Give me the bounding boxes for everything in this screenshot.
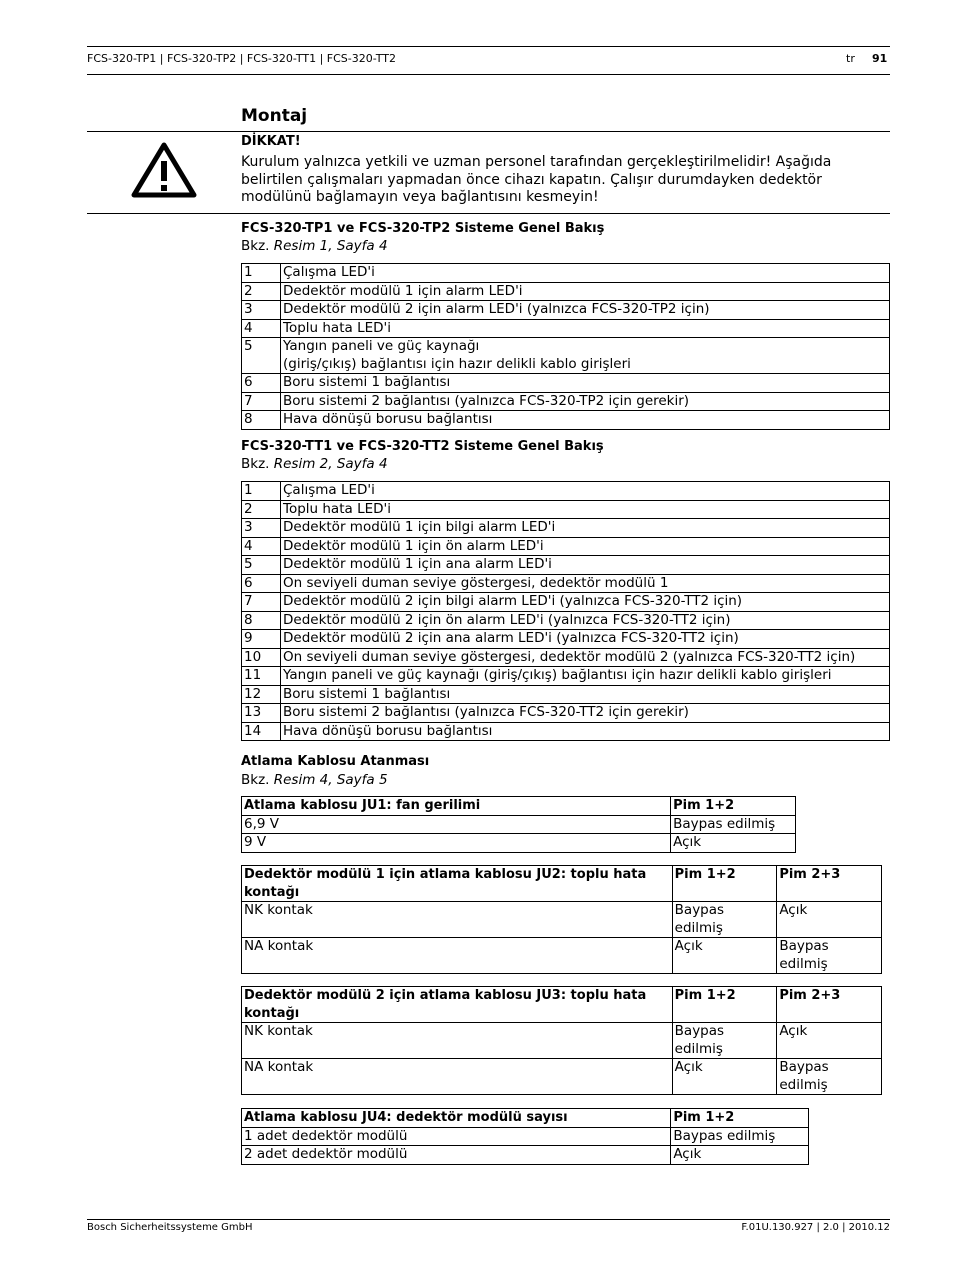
ju4-table <box>241 1108 809 1165</box>
table-row <box>242 611 890 630</box>
table-row <box>242 1059 882 1095</box>
warning-title: DİKKAT! <box>241 134 301 149</box>
table-row <box>242 411 890 430</box>
row-number: 1 <box>242 264 281 283</box>
table-cell: 1 adet dedektör modülü <box>242 1127 671 1146</box>
row-description: Dedektör modülü 2 için ön alarm LED'i (yalnızca FCS-320-TT2 için) <box>281 611 890 630</box>
row-description: Dedektör modülü 1 için ön alarm LED'i <box>281 537 890 556</box>
tt-overview-ref: Bkz. Resim 2, Sayfa 4 <box>241 456 388 472</box>
column-header: Dedektör modülü 1 için atlama kablosu JU2: toplu hata kontağı <box>242 866 673 902</box>
row-number: 10 <box>242 648 281 667</box>
row-description: Çalışma LED'i <box>281 264 890 283</box>
footer-rule <box>87 1219 890 1220</box>
warning-top-rule <box>87 131 890 132</box>
ju3-table <box>241 986 882 1095</box>
table-row <box>242 685 890 704</box>
row-description: Hava dönüşü borusu bağlantısı <box>281 411 890 430</box>
table-cell: Açık <box>672 938 777 974</box>
table-cell: 9 V <box>242 834 671 853</box>
table-row <box>242 537 890 556</box>
tp-overview-title: FCS-320-TP1 ve FCS-320-TP2 Sisteme Genel Bakış <box>241 221 605 236</box>
warning-icon <box>130 141 198 199</box>
row-number: 6 <box>242 374 281 393</box>
table-row <box>242 1023 882 1059</box>
header-bottom-rule <box>87 74 890 75</box>
table-row <box>242 1127 809 1146</box>
row-number: 3 <box>242 301 281 320</box>
table-row <box>242 722 890 741</box>
table-row <box>242 319 890 338</box>
row-number: 2 <box>242 282 281 301</box>
table-row <box>242 519 890 538</box>
row-description: Hava dönüşü borusu bağlantısı <box>281 722 890 741</box>
row-number: 1 <box>242 482 281 501</box>
table-header-row <box>242 797 796 816</box>
row-description: On seviyeli duman seviye göstergesi, dedektör modülü 2 (yalnızca FCS-320-TT2 için) <box>281 648 890 667</box>
row-description: Dedektör modülü 1 için alarm LED'i <box>281 282 890 301</box>
row-number: 4 <box>242 537 281 556</box>
footer-docinfo: F.01U.130.927 | 2.0 | 2010.12 <box>741 1222 890 1233</box>
row-description: Yangın paneli ve güç kaynağı (giriş/çıkış) bağlantısı için hazır delikli kablo girişleri <box>281 667 890 686</box>
ju2-table <box>241 865 882 974</box>
row-number: 8 <box>242 611 281 630</box>
table-row <box>242 392 890 411</box>
table-row <box>242 815 796 834</box>
table-cell: Baypas edilmiş <box>672 902 777 938</box>
header-top-rule <box>87 46 890 47</box>
jumper-ref: Bkz. Resim 4, Sayfa 5 <box>241 772 388 788</box>
row-description: On seviyeli duman seviye göstergesi, dedektör modülü 1 <box>281 574 890 593</box>
column-header: Pim 1+2 <box>672 987 777 1023</box>
column-header: Pim 2+3 <box>777 987 882 1023</box>
table-row <box>242 593 890 612</box>
section-title: Montaj <box>241 106 308 126</box>
table-row <box>242 282 890 301</box>
table-row <box>242 264 890 283</box>
ju1-table <box>241 796 796 853</box>
row-number: 13 <box>242 704 281 723</box>
table-cell: NK kontak <box>242 1023 673 1059</box>
column-header: Dedektör modülü 2 için atlama kablosu JU3: toplu hata kontağı <box>242 987 673 1023</box>
table-cell: NA kontak <box>242 1059 673 1095</box>
warning-bottom-rule <box>87 213 890 214</box>
table-row <box>242 1146 809 1165</box>
row-description: Yangın paneli ve güç kaynağı (giriş/çıkış) bağlantısı için hazır delikli kablo girişleri <box>281 338 890 374</box>
tt-overview-table <box>241 481 890 741</box>
column-header: Pim 1+2 <box>671 1109 809 1128</box>
table-cell: Açık <box>671 1146 809 1165</box>
table-row <box>242 938 882 974</box>
jumper-title: Atlama Kablosu Atanması <box>241 754 430 769</box>
row-number: 3 <box>242 519 281 538</box>
row-number: 5 <box>242 556 281 575</box>
table-row <box>242 301 890 320</box>
footer-company: Bosch Sicherheitssysteme GmbH <box>87 1222 253 1233</box>
table-row <box>242 648 890 667</box>
column-header: Pim 1+2 <box>672 866 777 902</box>
row-number: 14 <box>242 722 281 741</box>
table-cell: Baypas edilmiş <box>671 1127 809 1146</box>
row-number: 8 <box>242 411 281 430</box>
column-header: Atlama kablosu JU4: dedektör modülü sayısı <box>242 1109 671 1128</box>
tp-overview-ref: Bkz. Resim 1, Sayfa 4 <box>241 238 388 254</box>
row-description: Çalışma LED'i <box>281 482 890 501</box>
header-products: FCS-320-TP1 | FCS-320-TP2 | FCS-320-TT1 | FCS-320-TT2 <box>87 52 396 65</box>
table-row <box>242 500 890 519</box>
table-cell: Baypas edilmiş <box>672 1023 777 1059</box>
row-number: 4 <box>242 319 281 338</box>
table-cell: 6,9 V <box>242 815 671 834</box>
row-number: 7 <box>242 392 281 411</box>
row-description: Dedektör modülü 2 için bilgi alarm LED'i (yalnızca FCS-320-TT2 için) <box>281 593 890 612</box>
column-header: Atlama kablosu JU1: fan gerilimi <box>242 797 671 816</box>
row-description: Boru sistemi 2 bağlantısı (yalnızca FCS-320-TP2 için gerekir) <box>281 392 890 411</box>
row-description: Dedektör modülü 1 için bilgi alarm LED'i <box>281 519 890 538</box>
table-cell: NK kontak <box>242 902 673 938</box>
table-header-row <box>242 987 882 1023</box>
table-header-row <box>242 1109 809 1128</box>
row-description: Dedektör modülü 1 için ana alarm LED'i <box>281 556 890 575</box>
row-number: 12 <box>242 685 281 704</box>
table-cell: Açık <box>671 834 796 853</box>
row-number: 9 <box>242 630 281 649</box>
table-cell: Baypas edilmiş <box>671 815 796 834</box>
table-cell: Baypas edilmiş <box>777 938 882 974</box>
row-number: 6 <box>242 574 281 593</box>
warning-text: Kurulum yalnızca yetkili ve uzman personel tarafından gerçekleştirilmelidir! Aşağıda belirtilen çalışmaları yapmadan önce cihazı kapatın. Çalışır durumdayken dedektör modülünü bağlamayın veya bağlantısını kesmeyin! <box>241 154 832 205</box>
table-cell: 2 adet dedektör modülü <box>242 1146 671 1165</box>
table-header-row <box>242 866 882 902</box>
row-number: 7 <box>242 593 281 612</box>
table-row <box>242 482 890 501</box>
column-header: Pim 2+3 <box>777 866 882 902</box>
table-row <box>242 574 890 593</box>
row-description: Toplu hata LED'i <box>281 500 890 519</box>
table-cell: Baypas edilmiş <box>777 1059 882 1095</box>
table-cell: NA kontak <box>242 938 673 974</box>
table-row <box>242 704 890 723</box>
row-description: Boru sistemi 1 bağlantısı <box>281 374 890 393</box>
row-number: 2 <box>242 500 281 519</box>
table-row <box>242 374 890 393</box>
tt-overview-title: FCS-320-TT1 ve FCS-320-TT2 Sisteme Genel Bakış <box>241 439 604 454</box>
header-lang: tr <box>846 52 855 65</box>
row-description: Dedektör modülü 2 için ana alarm LED'i (yalnızca FCS-320-TT2 için) <box>281 630 890 649</box>
row-number: 11 <box>242 667 281 686</box>
table-row <box>242 667 890 686</box>
row-description: Boru sistemi 2 bağlantısı (yalnızca FCS-320-TT2 için gerekir) <box>281 704 890 723</box>
table-row <box>242 630 890 649</box>
column-header: Pim 1+2 <box>671 797 796 816</box>
table-cell: Açık <box>777 902 882 938</box>
row-description: Boru sistemi 1 bağlantısı <box>281 685 890 704</box>
table-row <box>242 556 890 575</box>
row-number: 5 <box>242 338 281 374</box>
table-cell: Açık <box>777 1023 882 1059</box>
table-row <box>242 338 890 374</box>
row-description: Toplu hata LED'i <box>281 319 890 338</box>
tp-overview-table <box>241 263 890 430</box>
table-row <box>242 834 796 853</box>
row-description: Dedektör modülü 2 için alarm LED'i (yalnızca FCS-320-TP2 için) <box>281 301 890 320</box>
page-number: 91 <box>872 52 888 65</box>
table-row <box>242 902 882 938</box>
table-cell: Açık <box>672 1059 777 1095</box>
